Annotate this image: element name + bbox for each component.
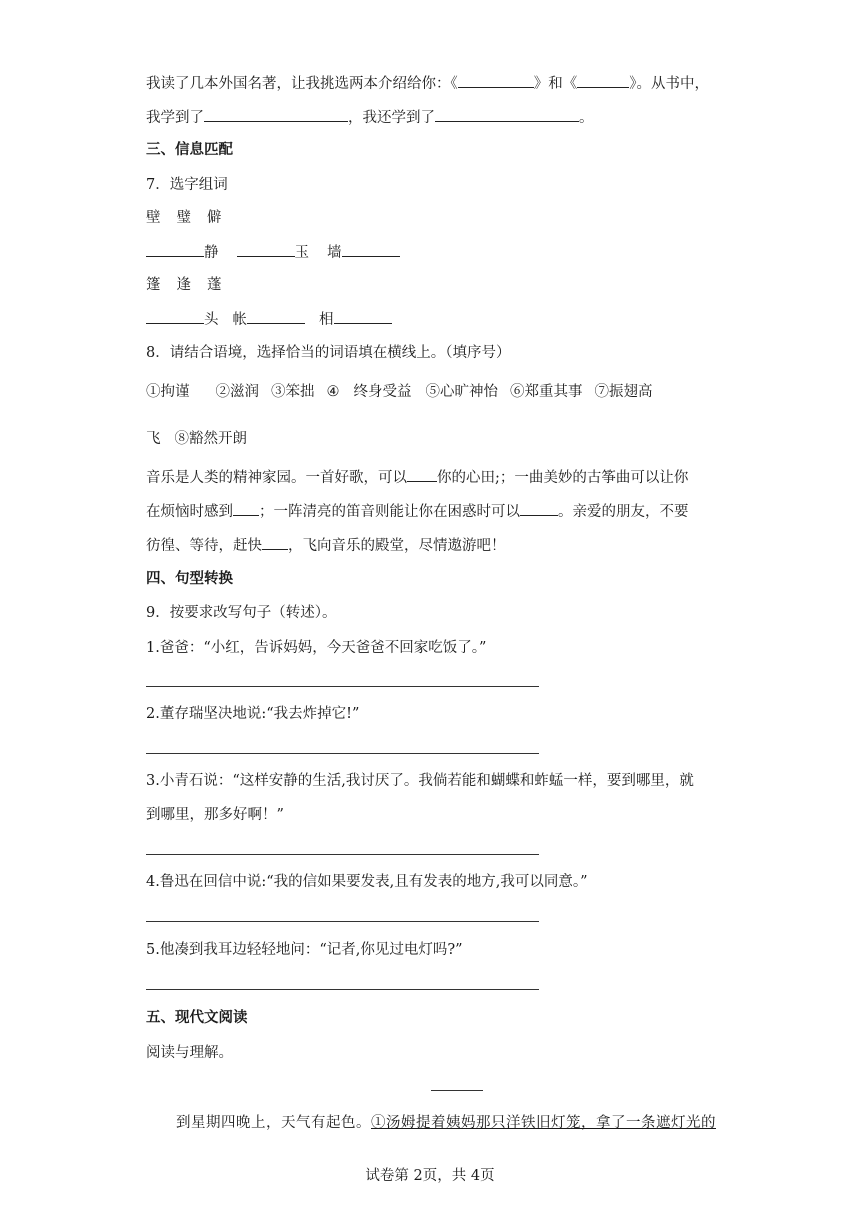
text: 。亲爱的朋友，不要 — [558, 504, 689, 520]
text: 到星期四晚上，天气有起色。 — [176, 1115, 371, 1131]
text: 我学到了 — [146, 110, 204, 126]
question-9-title: 9．按要求改写句子（转述）。 — [146, 605, 337, 621]
blank[interactable] — [342, 242, 400, 257]
passage-title-blank[interactable] — [431, 1090, 483, 1091]
text: ，我还学到了 — [348, 110, 435, 126]
blank[interactable] — [407, 467, 437, 482]
char: 壁 — [146, 210, 161, 226]
option: ⑤心旷神怡 — [425, 384, 498, 400]
page-footer: 试卷第 2页，共 4页 — [365, 1168, 495, 1184]
sentence-1: 1.爸爸：“小红，告诉妈妈，今天爸爸不回家吃饭了。” — [146, 640, 487, 656]
sentence-3-line-1: 3.小青石说：“这样安静的生活,我讨厌了。我倘若能和蝴蝶和蚱蜢一样，要到哪里，就 — [146, 773, 694, 789]
passage-line-3 — [146, 535, 506, 556]
intro-line-1 — [146, 73, 709, 94]
answer-line[interactable] — [146, 753, 539, 754]
options-line-1 — [146, 382, 653, 402]
blank[interactable] — [334, 309, 392, 324]
option: ⑧豁然开朗 — [174, 431, 247, 447]
answer-line[interactable] — [146, 921, 539, 922]
word-suffix: 头 — [204, 312, 219, 328]
blank[interactable] — [458, 73, 534, 88]
reading-intro: 阅读与理解。 — [146, 1045, 233, 1061]
answer-line[interactable] — [146, 989, 539, 990]
char: 璧 — [176, 210, 191, 226]
blank[interactable] — [435, 107, 579, 122]
text: 彷徨、等待，赶快 — [146, 538, 262, 554]
text: ；一阵清亮的笛音则能让你在困惑时可以 — [259, 504, 520, 520]
question-7-title: 7．选字组词 — [146, 177, 228, 193]
intro-line-2 — [146, 107, 594, 128]
section-4-title: 四、句型转换 — [146, 570, 233, 587]
text: 音乐是人类的精神家园。一首好歌，可以 — [146, 470, 407, 486]
text: 》和《 — [533, 76, 578, 92]
options-line-2 — [146, 429, 247, 449]
blank[interactable] — [146, 309, 204, 324]
passage-line-2 — [146, 501, 689, 522]
text: ，飞向音乐的殿堂，尽情遨游吧！ — [288, 538, 506, 554]
text: 在烦恼时感到 — [146, 504, 233, 520]
option: ⑦振翅高 — [594, 384, 653, 400]
sentence-5: 5.他凑到我耳边轻轻地问：“记者,你见过电灯吗?” — [146, 942, 463, 958]
option: ②滋润 — [215, 384, 259, 400]
section-5-title: 五、现代文阅读 — [146, 1009, 248, 1026]
word-suffix: 玉 — [294, 245, 309, 261]
blank[interactable] — [247, 309, 305, 324]
option: ⑥郑重其事 — [510, 384, 583, 400]
option: 飞 — [146, 431, 161, 447]
char: 僻 — [207, 210, 222, 226]
blank[interactable] — [146, 242, 204, 257]
char-group-1 — [146, 208, 222, 228]
option: 终身受益 — [353, 384, 412, 400]
word-suffix: 静 — [204, 245, 219, 261]
word-group-2 — [146, 309, 392, 330]
underlined-sentence: ①汤姆提着姨妈那只洋铁旧灯笼，拿了一条遮灯光的 — [371, 1115, 716, 1131]
word-prefix: 帐 — [232, 312, 247, 328]
blank[interactable] — [237, 242, 295, 257]
sentence-4: 4.鲁迅在回信中说:“我的信如果要发表,且有发表的地方,我可以同意。” — [146, 874, 588, 890]
word-group-1 — [146, 242, 400, 263]
text: 》。从书中， — [629, 76, 709, 92]
blank[interactable] — [262, 535, 288, 550]
blank[interactable] — [577, 73, 629, 88]
char-group-2 — [146, 275, 222, 295]
text: 你的心田;；一曲美妙的古筝曲可以让你 — [437, 470, 689, 486]
option: ④ — [326, 384, 340, 400]
question-8-title: 8．请结合语境，选择恰当的词语填在横线上。（填序号） — [146, 345, 511, 361]
sentence-2: 2.董存瑞坚决地说:“我去炸掉它!” — [146, 706, 360, 722]
sentence-3-line-2: 到哪里，那多好啊！” — [146, 807, 284, 823]
option: ①拘谨 — [146, 384, 190, 400]
char: 逢 — [176, 277, 191, 293]
text: 我读了几本外国名著，让我挑选两本介绍给你：《 — [146, 76, 458, 92]
char: 蓬 — [207, 277, 222, 293]
passage-line-1 — [146, 467, 688, 488]
blank[interactable] — [520, 501, 558, 516]
section-3-title: 三、信息匹配 — [146, 141, 233, 158]
text: 。 — [579, 110, 594, 126]
blank[interactable] — [233, 501, 259, 516]
char: 篷 — [146, 277, 161, 293]
reading-passage-line — [176, 1111, 716, 1132]
word-prefix: 相 — [319, 312, 334, 328]
word-prefix: 墙 — [327, 245, 342, 261]
answer-line[interactable] — [146, 686, 539, 687]
answer-line[interactable] — [146, 854, 539, 855]
blank[interactable] — [204, 107, 348, 122]
option: ③笨拙 — [271, 384, 315, 400]
